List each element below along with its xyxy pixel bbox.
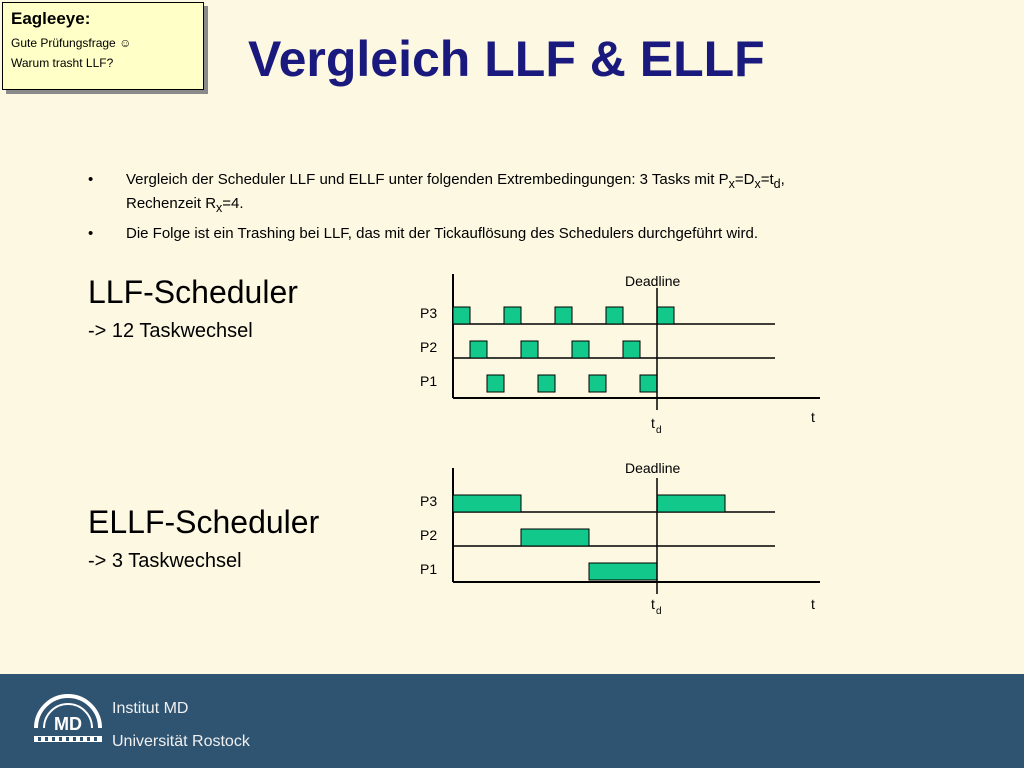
ellf-row-label-p1: P1 — [420, 561, 438, 577]
page-title: Vergleich LLF & ELLF — [248, 31, 765, 87]
llf-task-bar — [572, 341, 589, 358]
institute-logo-icon — [30, 692, 106, 750]
ellf-task-bar — [589, 563, 657, 580]
llf-heading: LLF-Scheduler — [88, 274, 298, 310]
llf-gantt-chart — [400, 262, 840, 442]
note-line-2: Warum trasht LLF? — [11, 56, 114, 70]
ellf-deadline-tick-label: t — [651, 596, 655, 612]
ellf-x-axis-label: t — [811, 596, 815, 612]
note-title: Eagleeye: — [11, 9, 91, 28]
llf-row-label-p3: P3 — [420, 305, 438, 321]
bullet-item-2 — [88, 224, 888, 243]
bullet-1-text-e: Rechenzeit R — [126, 195, 217, 212]
llf-task-bar — [555, 307, 572, 324]
bullet-1-text-a: Vergleich der Scheduler LLF und ELLF unter folgenden Extrembedingungen: 3 Tasks mit P — [126, 171, 729, 188]
bullet-1-text-b: =D — [734, 171, 755, 188]
bullet-1-text-d: , — [780, 171, 785, 188]
note-line-1: Gute Prüfungsfrage ☺ — [11, 36, 132, 50]
ellf-task-bar — [453, 495, 521, 512]
footer-university: Universität Rostock — [112, 733, 250, 750]
llf-task-bar — [657, 307, 674, 324]
bullet-1-sub-2: x — [754, 177, 761, 191]
llf-task-bar — [538, 375, 555, 392]
llf-task-bar — [504, 307, 521, 324]
llf-deadline-tick-sub: d — [656, 425, 662, 436]
llf-task-bar — [589, 375, 606, 392]
ellf-deadline-label: Deadline — [625, 460, 681, 476]
ellf-deadline-tick-sub: d — [656, 606, 662, 617]
bullet-item-1 — [88, 170, 888, 218]
llf-task-bar — [453, 307, 470, 324]
llf-row-label-p2: P2 — [420, 339, 438, 355]
ellf-task-bar — [521, 529, 589, 546]
bullet-2-text: Die Folge ist ein Trashing bei LLF, das mit der Tickauflösung des Schedulers durchgeführt wird. — [126, 225, 758, 242]
ellf-row-label-p3: P3 — [420, 493, 438, 509]
bullet-1-sub-3: d — [773, 177, 781, 191]
ellf-gantt-chart — [400, 452, 840, 622]
bullet-1-sub-4: x — [216, 201, 223, 215]
llf-subheading: -> 12 Taskwechsel — [88, 320, 253, 342]
llf-deadline-label: Deadline — [625, 273, 681, 289]
llf-x-axis-label: t — [811, 409, 815, 425]
bullet-1-sub-1: x — [728, 177, 735, 191]
llf-task-bar — [487, 375, 504, 392]
bullet-dot: • — [88, 225, 94, 242]
eagleeye-note — [2, 2, 204, 90]
llf-task-bar — [521, 341, 538, 358]
ellf-row-label-p2: P2 — [420, 527, 438, 543]
footer-bar — [0, 674, 1024, 768]
bullet-1-text-f: =4. — [222, 195, 244, 212]
logo-text: MD — [54, 714, 82, 734]
bullet-list — [88, 170, 888, 249]
bullet-1-text-c: =t — [760, 171, 774, 188]
llf-task-bar — [640, 375, 657, 392]
llf-task-bar — [606, 307, 623, 324]
ellf-subheading: -> 3 Taskwechsel — [88, 550, 242, 572]
llf-task-bar — [470, 341, 487, 358]
bullet-dot: • — [88, 171, 94, 188]
llf-row-label-p1: P1 — [420, 373, 438, 389]
ellf-heading: ELLF-Scheduler — [88, 504, 320, 540]
llf-deadline-tick-label: t — [651, 415, 655, 431]
llf-task-bar — [623, 341, 640, 358]
footer-institute: Institut MD — [112, 700, 189, 717]
ellf-task-bar — [657, 495, 725, 512]
